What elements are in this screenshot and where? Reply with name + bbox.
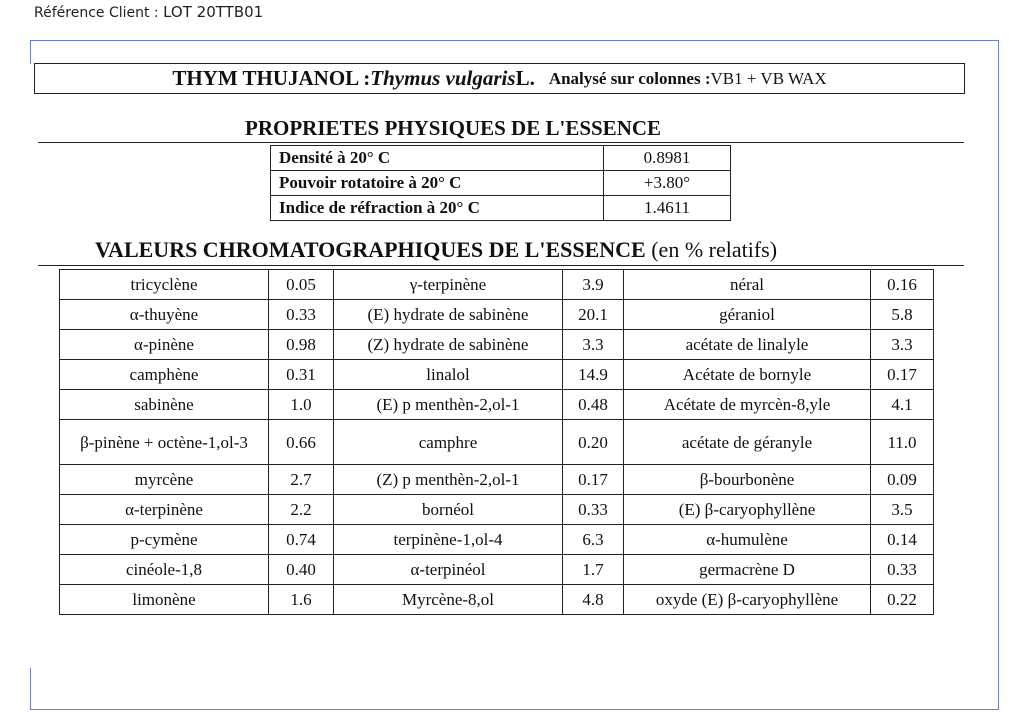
compound-percent: 4.1 — [871, 390, 934, 420]
compound-percent: 1.6 — [269, 585, 334, 615]
physical-value: 0.8981 — [604, 146, 731, 171]
chromatography-row — [60, 465, 934, 495]
compound-percent: 5.8 — [871, 300, 934, 330]
compound-name: myrcène — [60, 465, 269, 495]
physical-row — [271, 171, 731, 196]
client-reference — [34, 3, 263, 21]
compound-percent: 2.2 — [269, 495, 334, 525]
chromatography-row — [60, 330, 934, 360]
physical-label: Densité à 20° C — [271, 146, 604, 171]
compound-percent: 0.09 — [871, 465, 934, 495]
product-name: THYM THUJANOL : — [172, 66, 371, 90]
columns-value: VB1 + VB WAX — [710, 68, 827, 88]
compound-percent: 0.33 — [871, 555, 934, 585]
compound-name: linalol — [334, 360, 563, 390]
chromatography-heading — [95, 237, 777, 263]
compound-name: (E) hydrate de sabinène — [334, 300, 563, 330]
compound-name: camphre — [334, 420, 563, 465]
chromatography-heading-title: VALEURS CHROMATOGRAPHIQUES DE L'ESSENCE — [95, 237, 646, 262]
chromatography-heading-unit: (en % relatifs) — [645, 237, 778, 262]
chromatography-heading-rule — [38, 265, 964, 266]
compound-percent: 0.31 — [269, 360, 334, 390]
analyzed-label: Analysé sur colonnes : — [548, 68, 711, 88]
physical-properties-heading: PROPRIETES PHYSIQUES DE L'ESSENCE — [245, 116, 662, 140]
compound-name: α-terpinéol — [334, 555, 563, 585]
physical-label: Pouvoir rotatoire à 20° C — [271, 171, 604, 196]
chromatography-row — [60, 300, 934, 330]
physical-row — [271, 196, 731, 221]
compound-name: cinéole-1,8 — [60, 555, 269, 585]
compound-percent: 0.33 — [563, 495, 624, 525]
physical-row — [271, 146, 731, 171]
compound-name: acétate de linalyle — [624, 330, 871, 360]
compound-name: γ-terpinène — [334, 270, 563, 300]
compound-name: (E) β-caryophyllène — [624, 495, 871, 525]
latin-author: L. — [515, 66, 535, 90]
compound-name: bornéol — [334, 495, 563, 525]
compound-percent: 1.0 — [269, 390, 334, 420]
chromatography-row — [60, 585, 934, 615]
compound-percent: 0.20 — [563, 420, 624, 465]
compound-percent: 20.1 — [563, 300, 624, 330]
compound-percent: 0.14 — [871, 525, 934, 555]
physical-label: Indice de réfraction à 20° C — [271, 196, 604, 221]
compound-name: Acétate de bornyle — [624, 360, 871, 390]
frame-left-border-bottom — [30, 668, 31, 710]
chromatography-row — [60, 555, 934, 585]
compound-percent: 0.74 — [269, 525, 334, 555]
compound-name: α-terpinène — [60, 495, 269, 525]
compound-percent: 3.3 — [871, 330, 934, 360]
compound-name: α-pinène — [60, 330, 269, 360]
compound-percent: 11.0 — [871, 420, 934, 465]
compound-percent: 0.33 — [269, 300, 334, 330]
compound-name: acétate de géranyle — [624, 420, 871, 465]
latin-name: Thymus vulgaris — [370, 66, 516, 90]
frame-left-border-top — [30, 40, 31, 64]
physical-properties-table — [270, 145, 731, 221]
compound-name: limonène — [60, 585, 269, 615]
compound-percent: 0.98 — [269, 330, 334, 360]
frame-top-border — [30, 40, 999, 41]
compound-name: β-bourbonène — [624, 465, 871, 495]
compound-percent: 0.22 — [871, 585, 934, 615]
chromatography-row — [60, 525, 934, 555]
client-reference-value: LOT 20TTB01 — [163, 3, 264, 21]
compound-name: tricyclène — [60, 270, 269, 300]
frame-bottom-border — [30, 709, 999, 710]
compound-percent: 1.7 — [563, 555, 624, 585]
compound-percent: 2.7 — [269, 465, 334, 495]
chromatography-row — [60, 270, 934, 300]
compound-percent: 6.3 — [563, 525, 624, 555]
frame-right-border — [998, 40, 999, 710]
chromatography-row — [60, 390, 934, 420]
chromatography-row — [60, 495, 934, 525]
chromatography-row — [60, 360, 934, 390]
compound-name: géraniol — [624, 300, 871, 330]
compound-percent: 0.17 — [563, 465, 624, 495]
compound-percent: 3.9 — [563, 270, 624, 300]
compound-name: p-cymène — [60, 525, 269, 555]
product-title-box — [34, 63, 965, 94]
physical-heading-rule — [38, 142, 964, 143]
compound-name: α-thuyène — [60, 300, 269, 330]
compound-percent: 0.17 — [871, 360, 934, 390]
compound-name: β-pinène + octène-1,ol-3 — [60, 420, 269, 465]
physical-value: 1.4611 — [604, 196, 731, 221]
compound-percent: 0.40 — [269, 555, 334, 585]
compound-percent: 3.3 — [563, 330, 624, 360]
compound-percent: 4.8 — [563, 585, 624, 615]
compound-percent: 3.5 — [871, 495, 934, 525]
compound-percent: 14.9 — [563, 360, 624, 390]
compound-name: germacrène D — [624, 555, 871, 585]
compound-percent: 0.66 — [269, 420, 334, 465]
compound-name: (E) p menthèn-2,ol-1 — [334, 390, 563, 420]
chromatography-row — [60, 420, 934, 465]
compound-name: néral — [624, 270, 871, 300]
compound-percent: 0.48 — [563, 390, 624, 420]
compound-name: sabinène — [60, 390, 269, 420]
compound-name: camphène — [60, 360, 269, 390]
physical-value: +3.80° — [604, 171, 731, 196]
chromatography-table — [59, 269, 934, 615]
compound-name: (Z) p menthèn-2,ol-1 — [334, 465, 563, 495]
compound-name: (Z) hydrate de sabinène — [334, 330, 563, 360]
compound-percent: 0.16 — [871, 270, 934, 300]
client-reference-label: Référence Client : — [34, 5, 164, 21]
compound-name: Acétate de myrcèn-8,yle — [624, 390, 871, 420]
compound-name: terpinène-1,ol-4 — [334, 525, 563, 555]
compound-percent: 0.05 — [269, 270, 334, 300]
compound-name: oxyde (E) β-caryophyllène — [624, 585, 871, 615]
compound-name: α-humulène — [624, 525, 871, 555]
compound-name: Myrcène-8,ol — [334, 585, 563, 615]
